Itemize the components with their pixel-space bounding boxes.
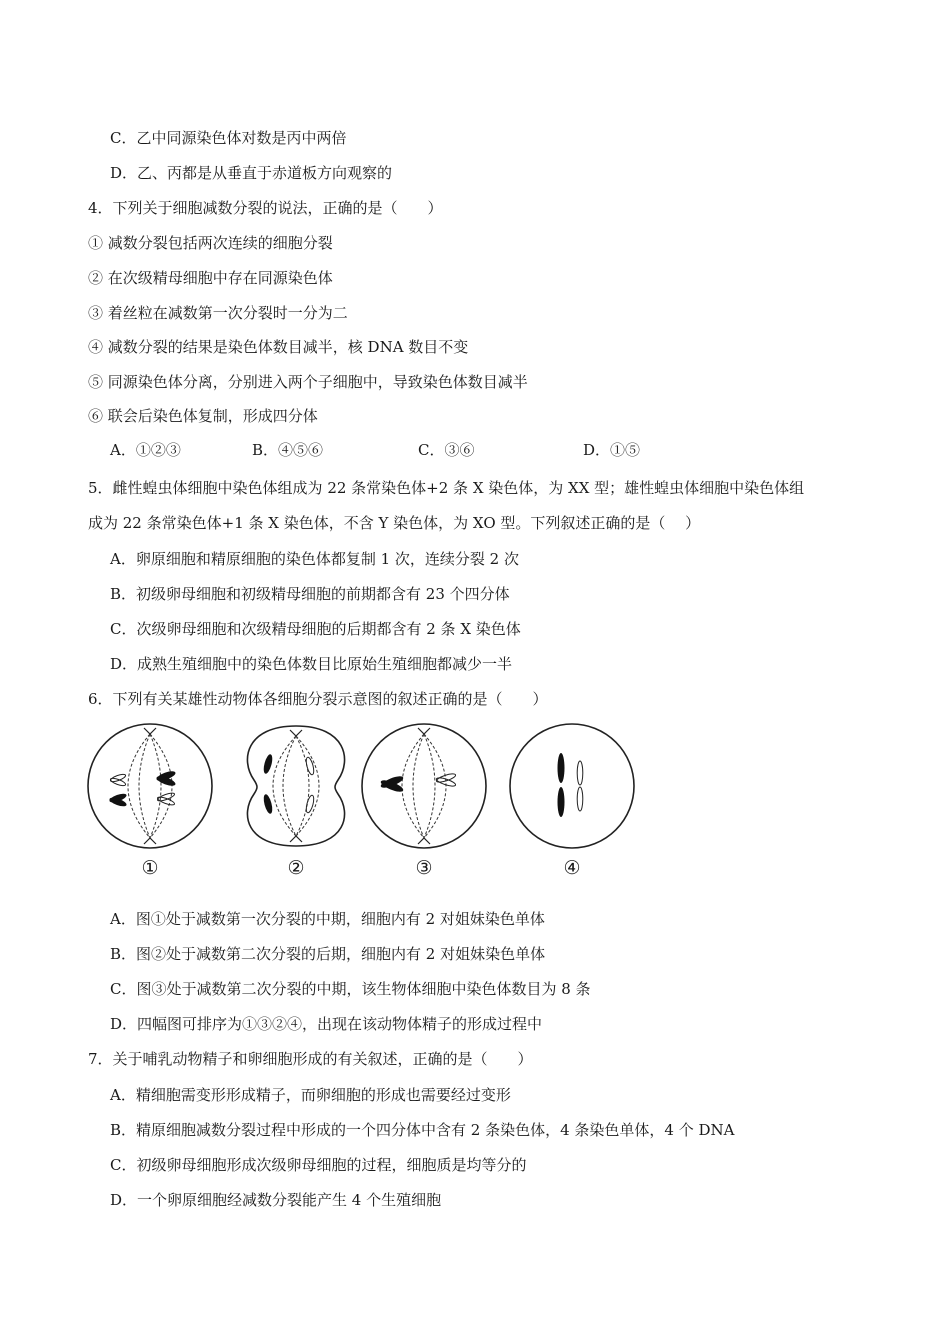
q4-choice-a: A．①②③ [110, 441, 181, 459]
q4-choices [110, 440, 750, 460]
q4-item-4: ④ 减数分裂的结果是染色体数目减半，核 DNA 数目不变 [88, 338, 469, 356]
figure-2-label: ② [287, 857, 305, 879]
q5-option-c: C．次级卵母细胞和次级精母细胞的后期都含有 2 条 X 染色体 [110, 620, 521, 638]
q6-option-a: A．图①处于减数第一次分裂的中期，细胞内有 2 对姐妹染色单体 [110, 910, 545, 928]
q4-item-1: ① 减数分裂包括两次连续的细胞分裂 [88, 234, 333, 252]
figure-2 [230, 720, 362, 885]
cell-diagram-1 [84, 720, 216, 852]
q4-choice-b: B．④⑤⑥ [252, 441, 324, 459]
q4-item-5: ⑤ 同源染色体分离，分别进入两个子细胞中，导致染色体数目减半 [88, 373, 528, 391]
q4-choice-d: D．①⑤ [583, 441, 641, 459]
cell-division-figures [84, 720, 644, 885]
cell-diagram-2 [230, 720, 362, 852]
q5-option-b: B．初级卵母细胞和初级精母细胞的前期都含有 23 个四分体 [110, 585, 510, 603]
q5-option-d: D．成熟生殖细胞中的染色体数目比原始生殖细胞都减少一半 [110, 655, 513, 673]
cell-diagram-3 [358, 720, 490, 852]
q3-option-c: C．乙中同源染色体对数是丙中两倍 [110, 129, 347, 147]
figure-4 [506, 720, 638, 885]
figure-3-label: ③ [415, 857, 433, 879]
q7-option-d: D．一个卵原细胞经减数分裂能产生 4 个生殖细胞 [110, 1191, 442, 1209]
figure-1-label: ① [141, 857, 159, 879]
q4-item-6: ⑥ 联会后染色体复制，形成四分体 [88, 407, 318, 425]
q6-option-b: B．图②处于减数第二次分裂的后期，细胞内有 2 对姐妹染色单体 [110, 945, 546, 963]
figure-4-label: ④ [563, 857, 581, 879]
cell-diagram-4 [506, 720, 638, 852]
q6-stem: 6．下列有关某雄性动物体各细胞分裂示意图的叙述正确的是（ ） [88, 690, 548, 708]
q7-stem: 7．关于哺乳动物精子和卵细胞形成的有关叙述，正确的是（ ） [88, 1050, 533, 1068]
figure-1 [84, 720, 216, 885]
q3-option-d: D．乙、丙都是从垂直于赤道板方向观察的 [110, 164, 393, 182]
q6-option-c: C．图③处于减数第二次分裂的中期，该生物体细胞中染色体数目为 8 条 [110, 980, 591, 998]
figure-3 [358, 720, 490, 885]
q7-option-a: A．精细胞需变形形成精子，而卵细胞的形成也需要经过变形 [110, 1086, 511, 1104]
q4-item-2: ② 在次级精母细胞中存在同源染色体 [88, 269, 333, 287]
q4-item-3: ③ 着丝粒在减数第一次分裂时一分为二 [88, 304, 348, 322]
q4-choice-c: C．③⑥ [418, 441, 475, 459]
q7-option-c: C．初级卵母细胞形成次级卵母细胞的过程，细胞质是均等分的 [110, 1156, 527, 1174]
q7-option-b: B．精原细胞减数分裂过程中形成的一个四分体中含有 2 条染色体，4 条染色单体，4 个 DNA [110, 1121, 735, 1139]
q5-option-a: A．卵原细胞和精原细胞的染色体都复制 1 次，连续分裂 2 次 [110, 550, 519, 568]
q5-stem-line1: 5．雌性蝗虫体细胞中染色体组成为 22 条常染色体+2 条 X 染色体，为 XX 型；雄性蝗虫体细胞中染色体组 [88, 479, 805, 497]
q6-option-d: D．四幅图可排序为①③②④，出现在该动物体精子的形成过程中 [110, 1015, 543, 1033]
q5-stem-line2: 成为 22 条常染色体+1 条 X 染色体，不含 Y 染色体，为 XO 型。下列叙述正确的是（ ） [88, 514, 701, 532]
q4-stem: 4．下列关于细胞减数分裂的说法，正确的是（ ） [88, 199, 443, 217]
